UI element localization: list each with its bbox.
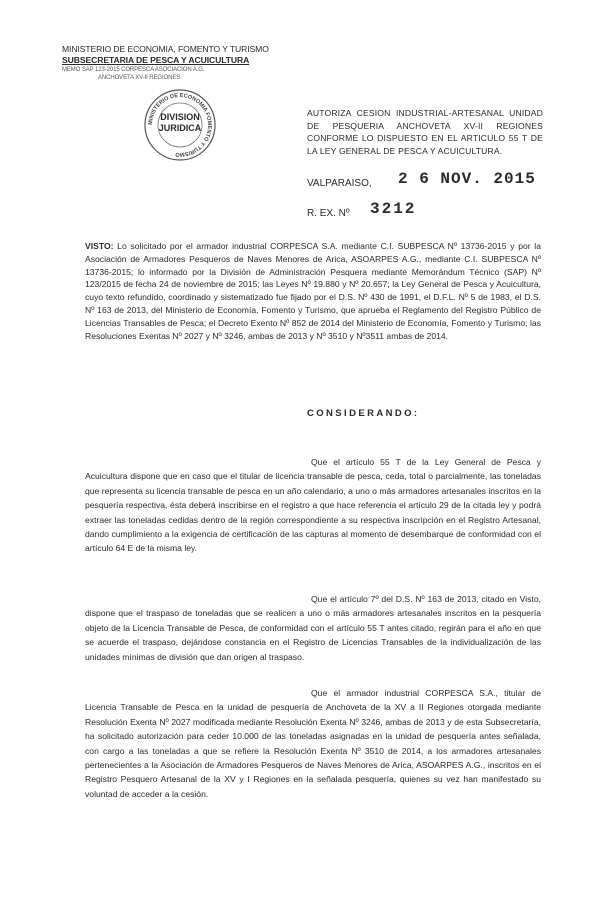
seal-center — [143, 112, 217, 134]
visto-label: VISTO: — [85, 241, 114, 251]
considerando-paragraph-3: Que el armador industrial CORPESCA S.A., titular de Licencia Transable de Pesca en la unidad de pesquería de Anchoveta de la XV a II Regiones otorgada mediante Resolución Exenta Nº 2027 modificada mediante Resolución Exenta Nº 3246, ambas de 2013 y de esta Subsecretaría, ha solicitado autorización para ceder 10.000 de las toneladas asignadas en la unidad de pesquería antes señalada, con cargo a las toneladas a que se refiere la Resolución Exenta Nº 3510 de 2014, a los armadores artesanales pertenecientes a la Asociación de Armadores Pesqueros de Naves Menores de Arica, ASOARPES A.G., inscritos en el Registro Pesquero Artesanal de la XV y I Regiones en la señalada pesquería, quienes su vez han manifestado su voluntad de acceder a la cesión. — [85, 688, 541, 799]
considerando-paragraph-1: Que el artículo 55 T de la Ley General de Pesca y Acuicultura dispone que en caso que el titular de licencia transable de pesca, ceda, total o parcialmente, las toneladas que representa su licencia transable de pesca en un año calendario, a uno o más armadores artesanales inscritos en la pesquería respectiva, ésta deberá inscribirse en el registro a que hace referencia el artículo 29 de la citada ley y podrá extraer las toneladas cedidas dentro de la región correspondiente a su respectiva inscripción en el Registro Artesanal, dando cumplimiento a la exigencia de certificación de las capturas al momento de desembarque de conformidad con el artículo 64 E de la misma ley. — [85, 457, 541, 554]
rex-number: 3212 — [370, 200, 417, 218]
memo-reference: MEMO SAP 123-2015 CORPESCA ASOCIACION A.G. — [62, 67, 205, 73]
ministry-name: MINISTERIO DE ECONOMIA, FOMENTO Y TURISMO — [62, 44, 269, 54]
visto-text: Lo solicitado por el armador industrial CORPESCA S.A. mediante C.I. SUBPESCA Nº 13736-2015 y por la Asociación de Armadores Pesqueros de Naves Menores de Arica, ASOARPES A.G., mediante C.I. SUBPESCA Nº 13736-2015; lo informado por la División de Administración Pesquera mediante Memorándum Técnico (SAP) Nº 123/2015 de fecha 24 de noviembre de 2015; las Leyes Nº 19.880 y Nº 20.657; la Ley General de Pesca y Acuicultura, cuyo texto refundido, coordinado y sistematizado fue fijado por el D.S. Nº 430 de 1991, el D.F.L. Nº 5 de 1983, el D.S. Nº 163 de 2013, del Ministerio de Economía, Fomento y Turismo, que aprueba el Reglamento del Registro Público de Licencias Transables de Pesca; el Decreto Exento Nº 852 de 2014 del Ministerio de Economía, Fomento y Turismo; las Resoluciones Exentas Nº 2027 y Nº 3246, ambas de 2013 y Nº 3510 y Nº3511 ambas de 2014. — [85, 241, 541, 341]
considerando-heading: CONSIDERANDO: — [307, 408, 420, 419]
considerando-paragraph-2: Que el artículo 7º del D.S. Nº 163 de 2013, citado en Visto, dispone que el traspaso de toneladas que se realicen a uno o más armadores artesanales inscritos en la pesquería objeto de la Licencia Transable de Pesca, de conformidad con el artículo 55 T antes citado, regirán para el año en que se acuerde el traspaso, dejándose constancia en el Registro de Licencias Transables de la individualización de las unidades mínimas de división que dan origen al traspaso. — [85, 594, 541, 662]
letterhead — [62, 44, 292, 82]
division-juridica-seal — [143, 88, 217, 162]
seal-ring-text: MINISTERIO DE ECONOMIA FOMENTO Y TURISMO — [147, 92, 213, 158]
place-label: VALPARAISO, — [307, 178, 372, 189]
seal-line-division: DIVISION — [160, 112, 200, 122]
memo-subject: ANCHOVETA XV-II REGIONES — [98, 75, 181, 81]
date-stamp: 2 6 NOV. 2015 — [398, 170, 536, 188]
seal-line-juridica: JURIDICA — [158, 123, 202, 133]
visto-section — [85, 240, 541, 342]
rex-label: R. EX. Nº — [307, 208, 350, 219]
resolution-title: AUTORIZA CESION INDUSTRIAL-ARTESANAL UNIDAD DE PESQUERIA ANCHOVETA XV-II REGIONES CONFORME LO DISPUESTO EN EL ARTICULO 55 T DE LA LEY GENERAL DE PESCA Y ACUICULTURA. — [307, 108, 543, 156]
subsecretaria-name: SUBSECRETARIA DE PESCA Y ACUICULTURA — [62, 55, 250, 65]
